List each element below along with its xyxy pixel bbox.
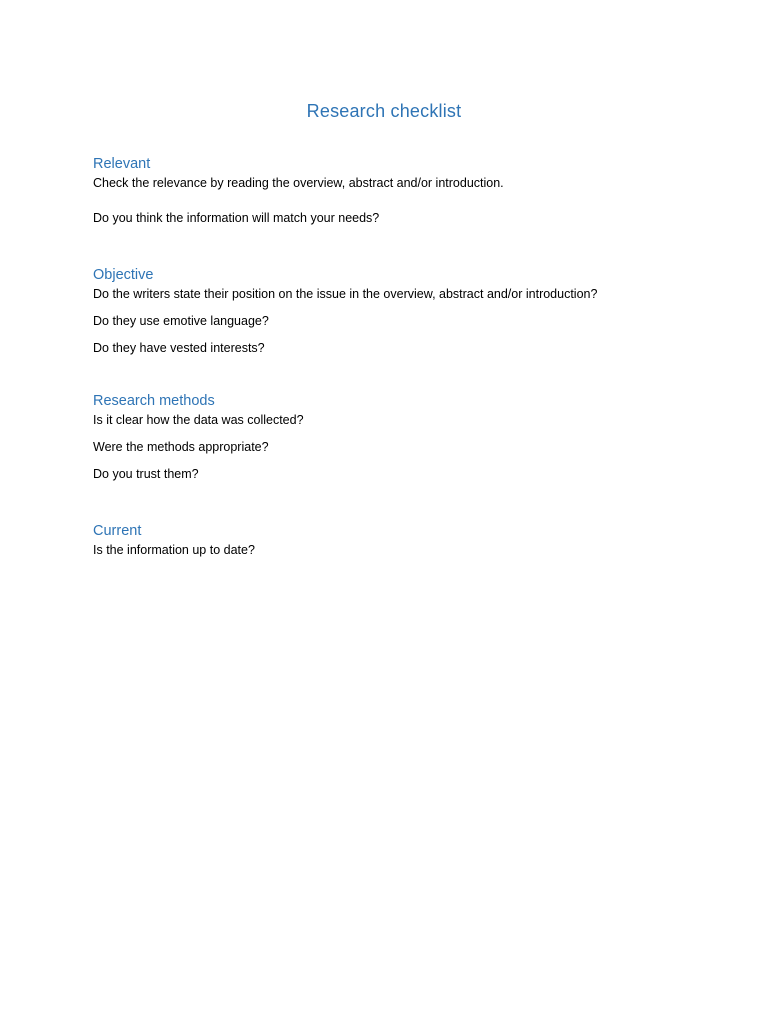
checklist-item: Do the writers state their position on the issue in the overview, abstract and/or introduction?: [93, 287, 598, 301]
checklist-item: Is the information up to date?: [93, 543, 255, 557]
checklist-item: Is it clear how the data was collected?: [93, 413, 304, 427]
section-heading-objective: Objective: [93, 267, 154, 283]
page-title: Research checklist: [306, 101, 462, 121]
section-relevant: [93, 155, 713, 226]
checklist-item: Were the methods appropriate?: [93, 440, 269, 454]
section-objective: [93, 266, 713, 356]
checklist-item: Do they use emotive language?: [93, 314, 269, 328]
checklist-item: Do you think the information will match your needs?: [93, 211, 380, 225]
checklist-item: Do you trust them?: [93, 467, 199, 481]
section-heading-relevant: Relevant: [93, 156, 151, 172]
section-current: [93, 522, 713, 558]
section-heading-current: Current: [93, 523, 142, 539]
checklist-item: Check the relevance by reading the overview, abstract and/or introduction.: [93, 176, 504, 190]
section-heading-research-methods: Research methods: [93, 393, 215, 409]
section-research-methods: [93, 392, 713, 482]
checklist-item: Do they have vested interests?: [93, 341, 265, 355]
